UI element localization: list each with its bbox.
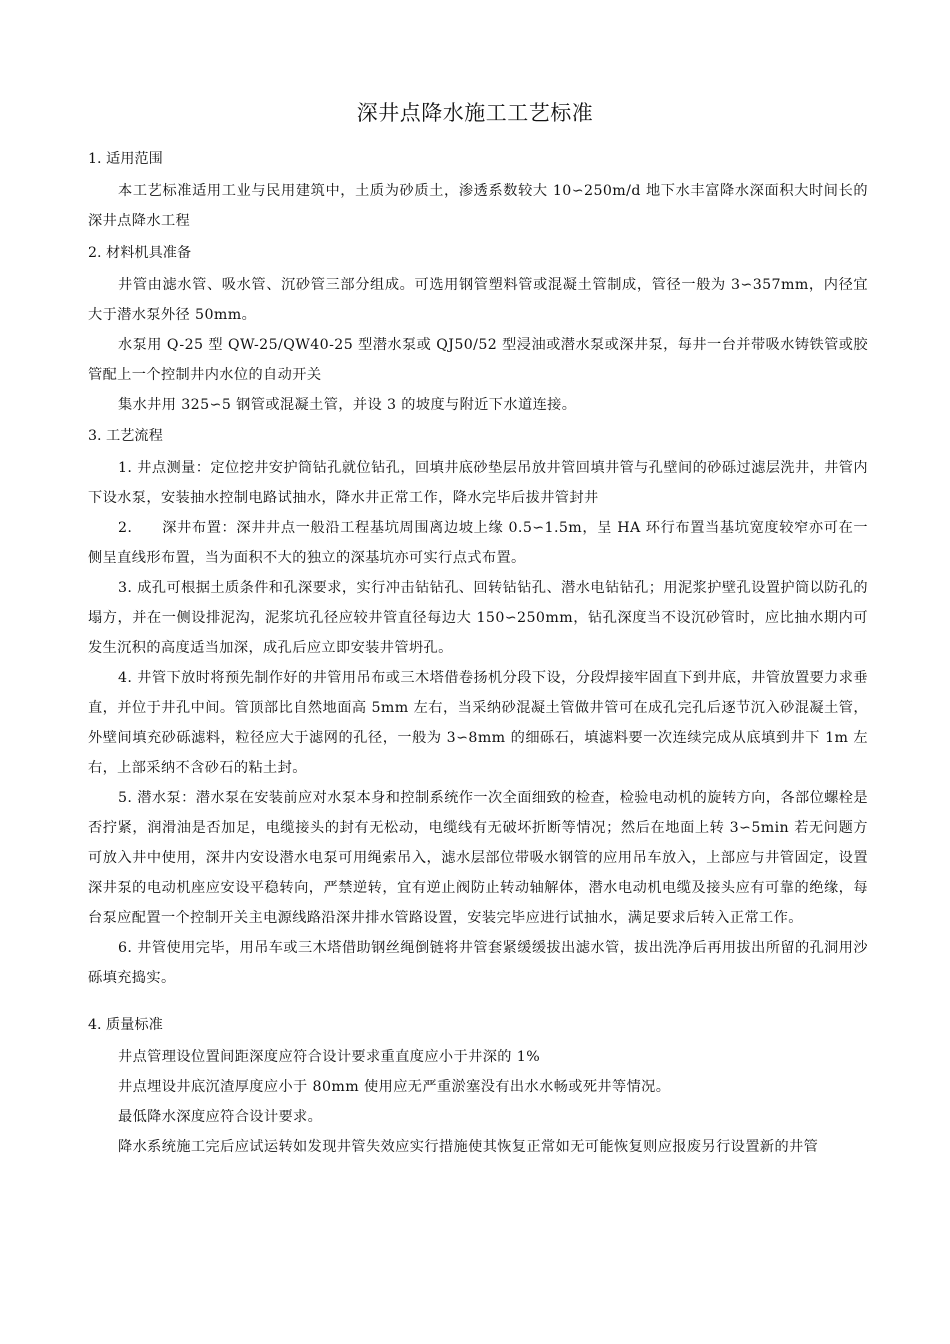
process-step: 6. 井管使用完毕，用吊车或三木塔借助钢丝绳倒链将井管套紧缓缓拔出滤水管，拔出洗净后再用拔出所留的孔洞用沙砾填充捣实。 [88,940,868,986]
paragraph: 井管由滤水管、吸水管、沉砂管三部分组成。可选用钢管塑料管或混凝土管制成，管径一般为 3∽357mm，内径宜大于潜水泵外径 50mm。 [88,277,868,323]
paragraph: 井点埋设井底沉渣厚度应小于 80mm 使用应无严重淤塞没有出水水畅或死井等情况。 [118,1079,671,1095]
paragraph: 井点管理设位置间距深度应符合设计要求重直度应小于井深的 1% [118,1049,541,1065]
paragraph: 集水井用 325∽5 钢管或混凝土管，并设 3 的坡度与附近下水道连接。 [118,397,577,413]
section-process [88,423,868,993]
paragraph: 降水系统施工完后应试运转如发现井管失效应实行措施使其恢复正常如无可能恢复则应报废另行设置新的井管 [118,1139,819,1155]
process-step: 3. 成孔可根据土质条件和孔深要求，实行冲击钻钻孔、回转钻钻孔、潜水电钻钻孔；用泥浆护壁孔设置护筒以防孔的塌方，并在一侧设排泥沟，泥浆坑孔径应较井管直径每边大 150∽250mm，钻孔深度当不设沉砂管时，应比抽水期内可发生沉积的高度适当加深，成孔后应立即安装井管坍孔。 [88,580,868,656]
process-step: 2. 深井布置：深井井点一般沿工程基坑周围离边坡上缘 0.5∽1.5m，呈 HA 环行布置当基坑宽度较窄亦可在一侧呈直线形布置，当为面积不大的独立的深基坑亦可实行点式布置。 [88,520,868,566]
process-step: 5. 潜水泵：潜水泵在安装前应对水泵本身和控制系统作一次全面细致的检查，检验电动机的旋转方向，各部位螺栓是否拧紧，润滑油是否加足，电缆接头的封有无松动，电缆线有无破坏折断等情况；然后在地面上转 3∽5min 若无问题方可放入井中使用，深井内安设潜水电泵可用绳索吊入，滤水层部位带吸水钢管的应用吊车放入，上部应与井管固定，设置深井泵的电动机座应安设平稳转向，严禁逆转，宜有逆止阀防止转动轴解体，潜水电动机电缆及接头应有可靠的绝缘，每台泵应配置一个控制开关主电源线路沿深井排水管路设置，安装完毕应进行试抽水，满足要求后转入正常工作。 [88,790,868,926]
section-scope [88,146,868,236]
document-title: 深井点降水施工工艺标准 [356,101,594,125]
process-step: 4. 井管下放时将预先制作好的井管用吊布或三木塔借卷扬机分段下设，分段焊接牢固直下到井底，井管放置要力求垂直，并位于井孔中间。管顶部比自然地面高 5mm 左右，当采纳砂混凝土管做井管可在成孔完孔后逐节沉入砂混凝土管，外壁间填充砂砾滤料，粒径应大于滤网的孔径，一般为 3∽8mm 的细砾石，填滤料要一次连续完成从底填到井下 1m 左右，上部采纳不含砂石的粘土封。 [88,670,868,776]
section-heading: 2. 材料机具准备 [88,245,192,261]
paragraph: 最低降水深度应符合设计要求。 [118,1109,323,1125]
process-step: 1. 井点测量：定位挖井安护筒钻孔就位钻孔，回填井底砂垫层吊放井管回填井管与孔壁间的砂砾过滤层洗井，井管内下设水泵，安装抽水控制电路试抽水，降水井正常工作，降水完毕后拔井管封井 [88,460,868,506]
paragraph: 水泵用 Q-25 型 QW-25/QW40-25 型潜水泵或 QJ50/52 型浸油或潜水泵或深井泵，每井一台并带吸水铸铁管或胶管配上一个控制井内水位的自动开关 [88,337,868,383]
paragraph: 本工艺标准适用工业与民用建筑中，土质为砂质土，渗透系数较大 10∽250m/d 地下水丰富降水深面积大时间长的深井点降水工程 [88,183,868,229]
section-heading: 3. 工艺流程 [88,428,163,444]
section-heading: 1. 适用范围 [88,151,163,167]
section-heading: 4. 质量标准 [88,1017,163,1033]
section-quality [88,1012,868,1162]
section-materials [88,240,868,420]
